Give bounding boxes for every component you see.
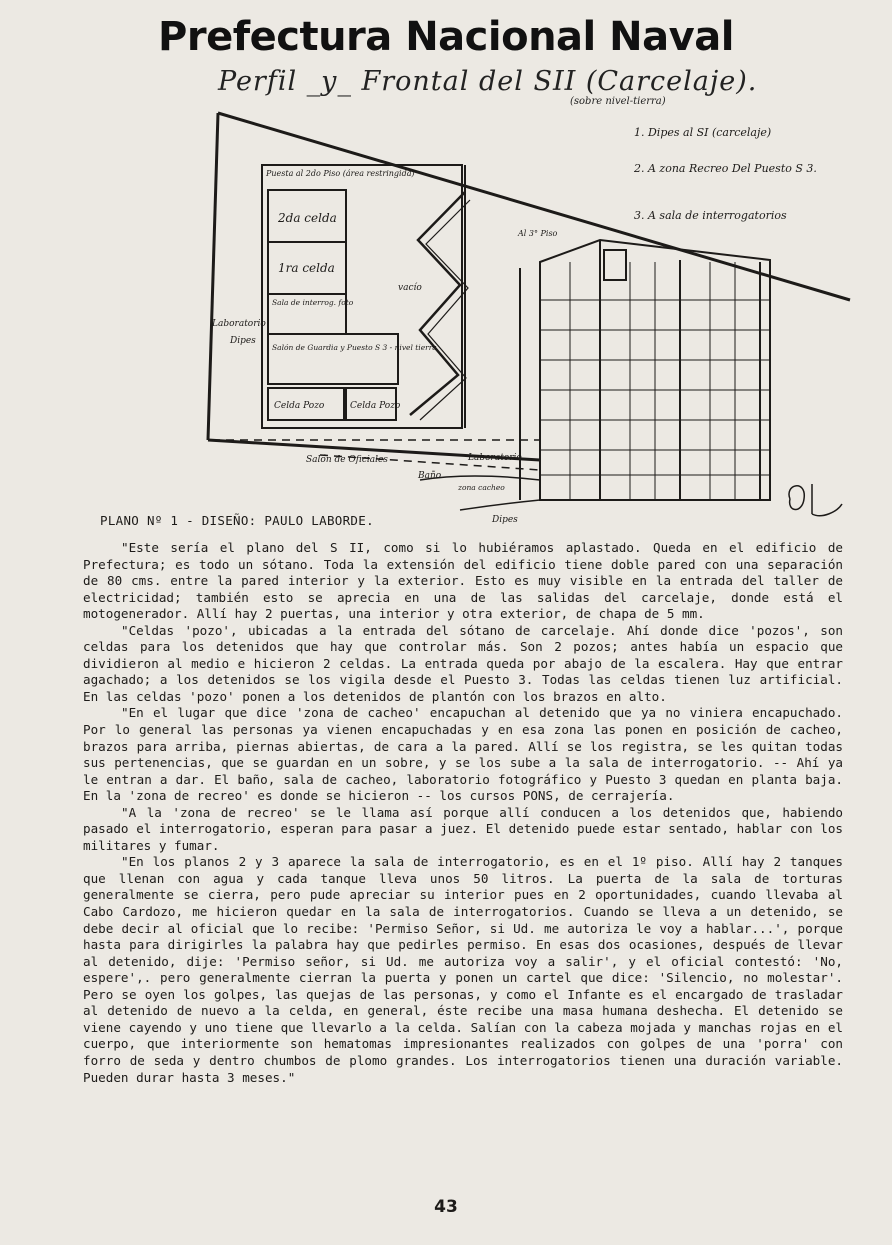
body-text: [83, 540, 843, 1086]
label-stairs-top: Puesta al 2do Piso (área restringida): [266, 169, 415, 178]
paragraph-2: "Celdas 'pozo', ubicadas a la entrada del sótano de carcelaje. Ahí donde dice 'pozos', son celdas para los detenidos que hay que controlar más. Son 2 pozos; antes había un espacio que dividieron al medio e hicieron 2 celdas. La entrada queda por abajo de la escalera. Hay que entrar agachado; a los detenidos se los vigila desde el Puesto 3. Todas las celdas tienen luz artificial. En las celdas 'pozo' ponen a los detenidos de plantón con los brazos en alto.: [83, 622, 843, 704]
paragraph-4: "A la 'zona de recreo' se le llama así porque allí conducen a los detenidos que, habiendo pasado el interrogatorio, esperan para pasar a juez. El detenido puede estar sentado, hablar con los militares y fumar.: [83, 804, 843, 853]
label-cell-pozo-2: Celda Pozo: [350, 401, 401, 411]
floor-plan-drawing: [0, 0, 892, 540]
legend-item-1: 1. Dipes al SI (carcelaje): [634, 126, 772, 139]
label-laboratory: Laboratorio: [212, 319, 266, 329]
page-title: Prefectura Nacional Naval: [158, 14, 734, 60]
figure-subtitle: (sobre nivel-tierra): [570, 96, 666, 107]
label-cell-2: 2da celda: [278, 211, 337, 225]
label-cell-pozo-1: Celda Pozo: [274, 401, 325, 411]
label-vacio: vacío: [398, 283, 422, 293]
label-al-piso: Al 3° Piso: [518, 229, 558, 238]
legend-item-3: 3. A sala de interrogatorios: [634, 209, 787, 222]
label-guard-room: Salón de Guardia y Puesto S 3 - nivel tierra: [272, 343, 437, 352]
legend-item-2: 2. A zona Recreo Del Puesto S 3.: [634, 162, 817, 175]
page-number: 43: [434, 1197, 458, 1217]
paragraph-1: "Este sería el plano del S II, como si lo hubiéramos aplastado. Queda en el edificio de Prefectura; es todo un sótano. Toda la extensión del edificio tiene doble pared con una separación de 80 cms. entre la pared interior y la exterior. Esto es muy visible en la entrada del taller de electricidad; también esto se aprecia en una de las salidas del carcelaje, donde está el motogenerador. Allí hay 2 puertas, una interior y otra exterior, de chapa de 5 mm.: [83, 540, 843, 622]
label-bano: Baño: [418, 471, 442, 481]
label-salon-oficiales: Salón de Oficiales: [306, 455, 388, 465]
figure-title: Perfil _y_ Frontal del SII (Carcelaje).: [218, 66, 758, 97]
label-dipes-bottom: Dipes: [492, 515, 518, 525]
paragraph-3: "En el lugar que dice 'zona de cacheo' encapuchan al detenido que ya no viniera encapuchado. Por lo general las personas ya vienen encapuchadas y en esa zona las ponen en posición de cacheo, brazos para arriba, piernas abiertas, de cara a la pared. Allí se los registra, se les quitan todas sus pertenencias, que se guardan en un sobre, y se los sube a la sala de interrogatorio. -- Ahí ya le entran a dar. El baño, sala de cacheo, laboratorio fotográfico y Puesto 3 quedan en planta baja. En la 'zona de recreo' es donde se hicieron -- los cursos PONS, de cerrajería.: [83, 705, 843, 804]
signature: [782, 474, 852, 524]
label-zona-cacheo: zona cacheo: [458, 483, 505, 492]
label-cell-1: 1ra celda: [278, 261, 335, 275]
label-lab-tel: Laboratorio: [468, 453, 522, 463]
paragraph-5: "En los planos 2 y 3 aparece la sala de interrogatorio, es en el 1º piso. Allí hay 2 tanques que llenan con agua y cada tanque lleva unos 50 litros. La puerta de la sala de torturas generalmente se cierra, pero pude apreciar su interior pues en 2 oportunidades, cuando llevaba al Cabo Cardozo, me hicieron quedar en la sala de interrogatorios. Cuando se lleva a un detenido, se debe decir al oficial que lo recibe: 'Permiso Señor, si Ud. me autoriza le voy a hablar...', porque hasta para dirigirles la palabra hay que pedirles permiso. En esas dos ocasiones, después de llevar al detenido, dije: 'Permiso señor, si Ud. me autoriza voy a salir', y el oficial contestó: 'No, espere',. pero generalmente cierran la puerta y ponen un cartel que dice: 'Silencio, no molestar'. Pero se oyen los golpes, las quejas de las personas, y como el Infante es el encargado de trasladar al detenido de nuevo a la celda, en general, éste recibe una masa humana deshecha. El detenido se viene cayendo y uno tiene que llevarlo a la celda. Salían con la cabeza mojada y manchas rojas en el cuerpo, que interiormente son hematomas impresionantes realizados con golpes de una 'porra' con forro de seda y dentro chumbos de plomo grandes. Los interrogatorios tienen una duración variable. Pueden durar hasta 3 meses.": [83, 854, 843, 1085]
label-interrog-room: Sala de interrog. foto: [272, 298, 354, 307]
label-dipes: Dipes: [230, 336, 256, 346]
figure-caption: PLANO Nº 1 - DISEÑO: PAULO LABORDE.: [100, 513, 374, 528]
